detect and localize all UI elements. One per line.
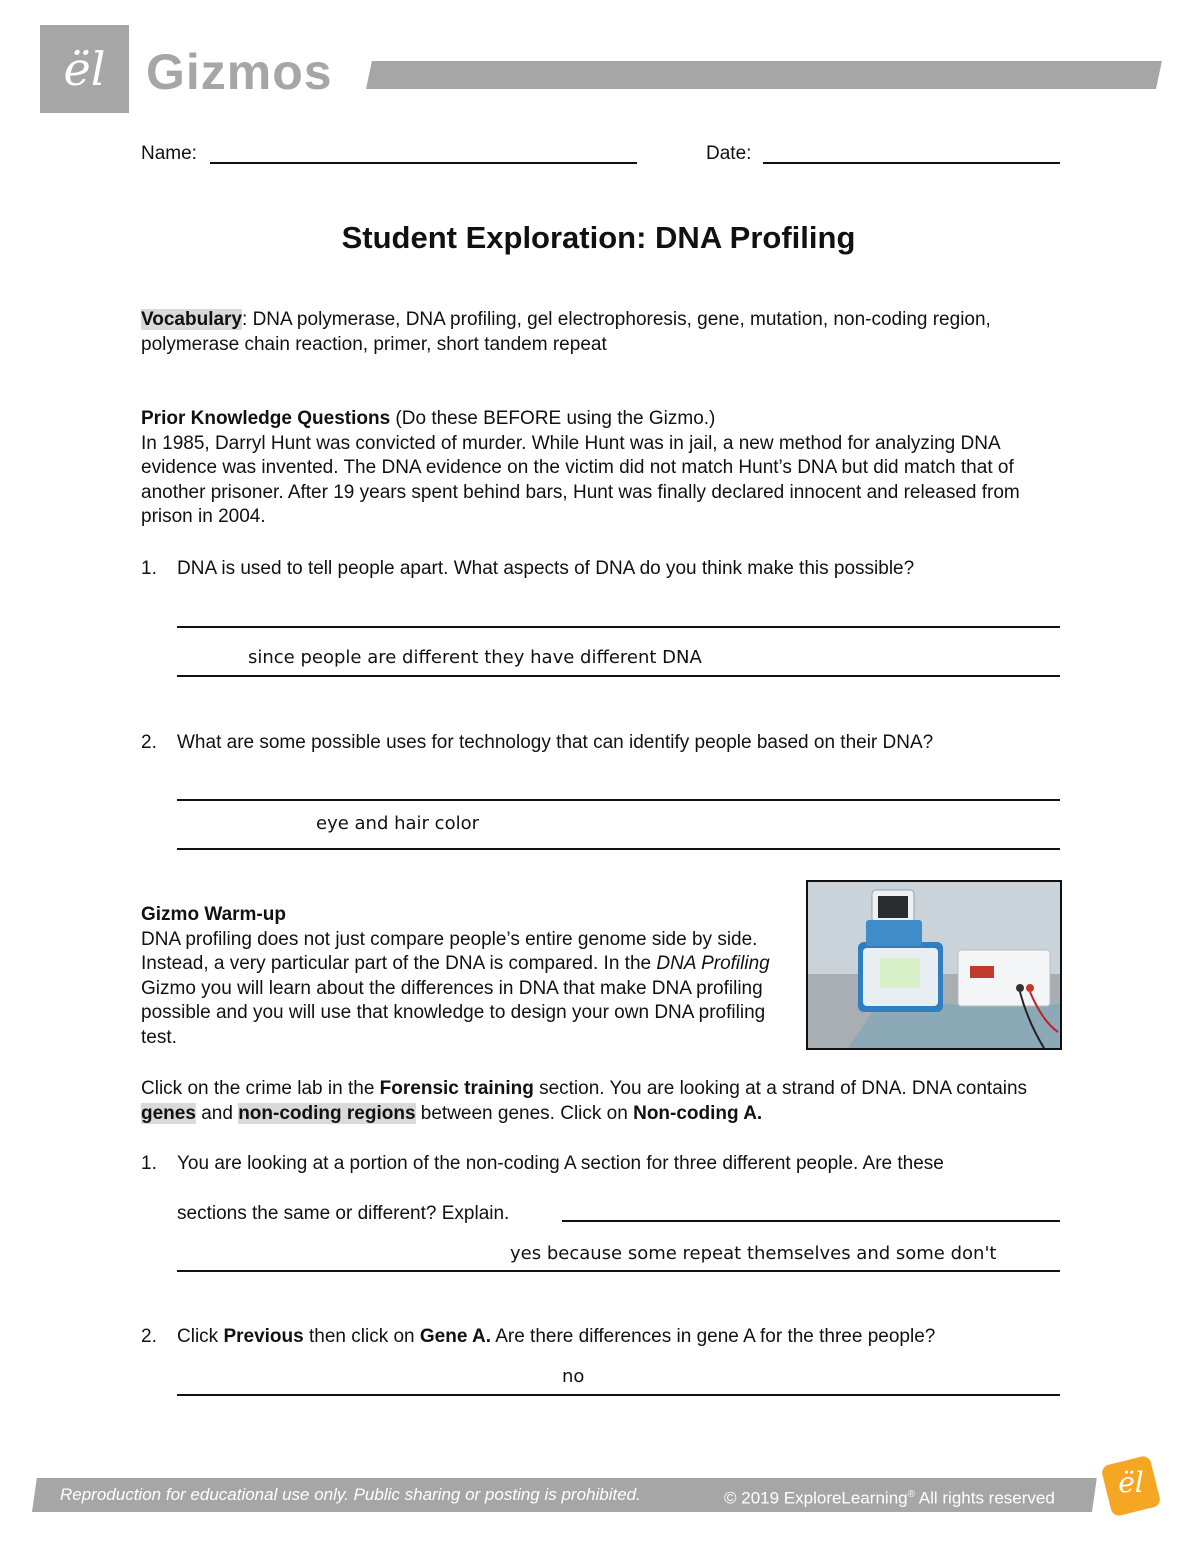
prior-knowledge-note: (Do these BEFORE using the Gizmo.) (390, 408, 716, 429)
instr-genes: genes (141, 1102, 196, 1124)
warmup-answer-2-line[interactable] (177, 1394, 1060, 1396)
warmup-answer-2[interactable]: no (562, 1366, 585, 1387)
date-label: Date: (706, 143, 752, 164)
q2-text-1: Click (177, 1326, 224, 1347)
warmup-heading: Gizmo Warm-up (141, 904, 286, 925)
warmup-instructions (141, 1077, 1061, 1126)
pk-question-2-number: 2. (141, 732, 157, 753)
footer-disclaimer: Reproduction for educational use only. Public sharing or posting is prohibited. (60, 1485, 641, 1504)
footer-logo-glyph: ël (1118, 1466, 1144, 1499)
header-bar (366, 61, 1162, 89)
warmup-question-2-text (177, 1325, 1077, 1349)
instr-text-2: section. You are looking at a strand of DNA. DNA contains (533, 1078, 1028, 1099)
instr-text-3: and (195, 1102, 239, 1124)
q2-text-3: Are there differences in gene A for the three people? (490, 1326, 936, 1347)
pk-answer-1-line-2[interactable] (177, 675, 1060, 677)
warmup-answer-1-line-2[interactable] (177, 1270, 1060, 1272)
pk-answer-1-line-1[interactable] (177, 626, 1060, 628)
q2-gene-a: Gene A. (419, 1326, 491, 1347)
pk-answer-2-line-2[interactable] (177, 848, 1060, 850)
instr-text-1: Click on the crime lab in the (141, 1078, 380, 1099)
pk-question-1-number: 1. (141, 558, 157, 579)
q2-text-2: then click on (303, 1326, 420, 1347)
date-field[interactable] (763, 162, 1060, 164)
warmup-gizmo-name: DNA Profiling (656, 953, 770, 974)
explorelearning-footer-logo-icon (1098, 1456, 1164, 1518)
lab-equipment-illustration (808, 882, 1060, 1048)
name-field[interactable] (210, 162, 637, 164)
prior-knowledge-heading: Prior Knowledge Questions (141, 408, 391, 429)
lab-equipment-photo (806, 880, 1062, 1050)
prior-knowledge-intro: In 1985, Darryl Hunt was convicted of murder. While Hunt was in jail, a new method for analyzing DNA evidence was invented. The DNA evidence on the victim did not match Hunt’s DNA but did match that of another prisoner. After 19 years spent behind bars, Hunt was finally declared innocent and released from prison in 2004. (141, 432, 1020, 527)
page-title: Student Exploration: DNA Profiling (341, 220, 856, 255)
vocabulary-section (141, 308, 1061, 357)
vocabulary-text: : DNA polymerase, DNA profiling, gel electrophoresis, gene, mutation, non-coding region, polymerase chain reaction, primer, short tandem repeat (141, 309, 991, 355)
instr-non-coding-regions: non-coding regions (238, 1102, 416, 1124)
instr-forensic-training: Forensic training (379, 1078, 534, 1099)
warmup-question-1-line-1: You are looking at a portion of the non-coding A section for three different people. Are these (177, 1153, 944, 1174)
pk-answer-2-line-1[interactable] (177, 799, 1060, 801)
warmup-question-1-line-2: sections the same or different? Explain. (177, 1203, 510, 1224)
pk-question-1-text: DNA is used to tell people apart. What aspects of DNA do you think make this possible? (177, 558, 915, 579)
warmup-answer-1-line-1[interactable] (562, 1220, 1060, 1222)
warmup-answer-1[interactable]: yes because some repeat themselves and some don't (510, 1243, 997, 1264)
q2-previous: Previous (223, 1326, 304, 1347)
copyright-text: © 2019 ExploreLearning (724, 1488, 908, 1508)
vocabulary-label: Vocabulary (141, 309, 243, 330)
pk-answer-2[interactable]: eye and hair color (316, 813, 479, 834)
registered-mark: ® (907, 1489, 915, 1500)
prior-knowledge-section (141, 407, 1071, 530)
warmup-section (141, 903, 781, 1050)
explorelearning-logo-icon: ël (63, 42, 106, 96)
instr-text-4: between genes. Click on (415, 1102, 634, 1124)
footer-copyright (724, 1484, 1055, 1510)
warmup-question-1-number: 1. (141, 1153, 157, 1174)
pk-question-2-text: What are some possible uses for technology that can identify people based on their DNA? (177, 732, 934, 753)
rights-text: All rights reserved (914, 1488, 1055, 1508)
name-label: Name: (141, 143, 197, 164)
warmup-question-2-number: 2. (141, 1326, 157, 1347)
pk-answer-1[interactable]: since people are different they have different DNA (248, 647, 702, 668)
warmup-text-2: Gizmo you will learn about the differences in DNA that make DNA profiling possible and you will use that knowledge to design your own DNA profiling test. (141, 977, 766, 1048)
instr-non-coding-a: Non-coding A. (633, 1102, 763, 1124)
brand-name: Gizmos (146, 44, 333, 100)
warmup-text-1: DNA profiling does not just compare people’s entire genome side by side. Instead, a very particular part of the DNA is compared. In the (141, 928, 758, 974)
